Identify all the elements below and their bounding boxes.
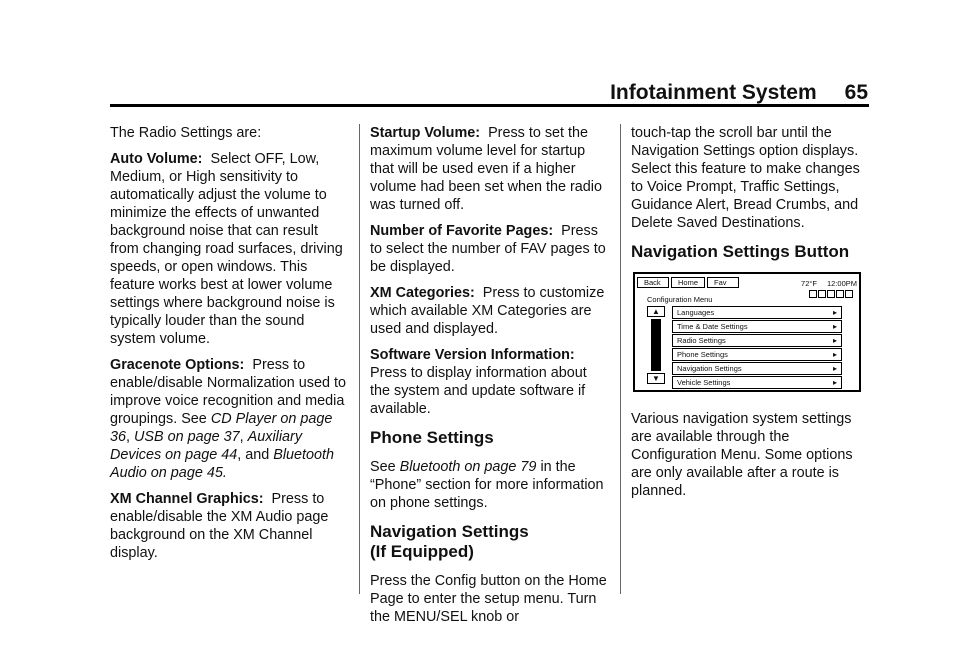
xm-graphics-term: XM Channel Graphics: [110, 491, 264, 507]
fav-button[interactable]: Fav [707, 277, 739, 288]
startup-volume-para [370, 124, 610, 214]
status-indicators [809, 290, 853, 298]
fav-pages-para [370, 222, 610, 276]
menu-item-label: Languages [677, 307, 715, 317]
menu-list [672, 306, 842, 390]
cross-ref-link[interactable]: CD Player on page 36 [110, 411, 333, 445]
cross-ref-link[interactable]: Bluetooth Audio on page 45 [110, 447, 335, 481]
chevron-right-icon: ▸ [832, 307, 837, 317]
software-version-para [370, 346, 610, 418]
xm-categories-desc: Press to customize which available XM Categories are used and displayed. [370, 285, 605, 337]
indicator-icon [836, 290, 844, 298]
navigation-continued-para: touch-tap the scroll bar until the Navigation Settings option displays. Select this feature to make changes to Voice Prompt, Traffic Settings, Guidance Alert, Bread Crumbs, and Delete Saved Destinations. [631, 125, 860, 231]
intro-text: The Radio Settings are: [110, 125, 262, 141]
startup-volume-desc: Press to set the maximum volume level for startup that will be used even if a higher volume had been set when the radio was turned off. [370, 125, 603, 213]
fav-pages-term: Number of Favorite Pages: [370, 223, 554, 239]
auto-volume-para [110, 150, 350, 348]
separator: , and [237, 447, 274, 463]
chevron-right-icon: ▸ [832, 363, 837, 373]
menu-item-label: Navigation Settings [677, 363, 742, 373]
back-button[interactable]: Back [637, 277, 669, 288]
column-2 [370, 124, 610, 634]
fav-pages-desc: Press to select the number of FAV pages to be displayed. [370, 223, 606, 275]
cross-ref-link[interactable]: USB on page 37 [134, 429, 240, 445]
scroll-bar[interactable] [647, 306, 665, 386]
auto-volume-term: Auto Volume: [110, 151, 203, 167]
indicator-icon [845, 290, 853, 298]
menu-title: Configuration Menu [647, 295, 713, 304]
heading-line-1: Navigation Settings [370, 522, 529, 541]
phone-settings-rest: in the “Phone” section for more information on phone settings. [370, 459, 604, 511]
software-version-desc: Press to display information about the system and update software if available. [370, 365, 587, 417]
navigation-button-heading: Navigation Settings Button [631, 242, 850, 261]
header-rule [110, 104, 869, 107]
chevron-right-icon: ▸ [832, 335, 837, 345]
chevron-right-icon: ▸ [832, 377, 837, 387]
heading-line-2: (If Equipped) [370, 542, 474, 561]
cross-ref-link[interactable]: Bluetooth on page 79 [399, 459, 537, 475]
navigation-settings-heading [370, 522, 610, 562]
indicator-icon [827, 290, 835, 298]
menu-item-label: Vehicle Settings [677, 377, 731, 387]
scroll-track[interactable] [651, 319, 661, 371]
phone-settings-para [370, 458, 610, 512]
column-divider [620, 124, 621, 594]
clock: 12:00PM [826, 279, 857, 288]
temperature: 72°F [801, 279, 817, 288]
scroll-up-icon[interactable]: ▲ [647, 306, 665, 317]
cross-ref-link[interactable]: Auxiliary Devices on page 44 [110, 429, 303, 463]
chevron-right-icon: ▸ [832, 349, 837, 359]
section-title: Infotainment System [610, 81, 817, 104]
xm-categories-term: XM Categories: [370, 285, 475, 301]
menu-item-label: Radio Settings [677, 335, 726, 345]
configuration-menu-screen [633, 272, 861, 392]
column-1 [110, 124, 350, 570]
home-button[interactable]: Home [671, 277, 705, 288]
gracenote-term: Gracenote Options: [110, 357, 245, 373]
software-version-term: Software Version Information: [370, 347, 575, 363]
see-text: See [370, 459, 396, 475]
startup-volume-term: Startup Volume: [370, 125, 481, 141]
separator: , [239, 429, 248, 445]
menu-item-label: Time & Date Settings [677, 321, 748, 331]
xm-graphics-desc: Press to enable/disable the XM Audio page background on the XM Channel display. [110, 491, 329, 561]
chevron-right-icon: ▸ [832, 321, 837, 331]
scroll-down-icon[interactable]: ▼ [647, 373, 665, 384]
xm-graphics-para [110, 490, 350, 562]
page-header [600, 80, 868, 106]
gracenote-desc: Press to enable/disable Normalization used to improve voice recognition and media groupings. See [110, 357, 346, 427]
indicator-icon [809, 290, 817, 298]
xm-categories-para [370, 284, 610, 338]
auto-volume-desc: Select OFF, Low, Medium, or High sensitivity to automatically adjust the volume to minimize the effects of unwanted background noise that can result from changing road surfaces, driving speeds, or open windows. This feature works best at lower volume settings where background noise is typically louder than the sound system volume. [110, 151, 343, 347]
column-3 [631, 124, 871, 508]
menu-item[interactable] [672, 376, 842, 389]
menu-item-label: Phone Settings [677, 349, 728, 359]
various-settings-para: Various navigation system settings are available through the Configuration Menu. Some options are only available after a route is planned. [631, 411, 853, 499]
column-divider [359, 124, 360, 594]
navigation-settings-para: Press the Config button on the Home Page to enter the setup menu. Turn the MENU/SEL knob or [370, 573, 607, 625]
separator: , [126, 429, 135, 445]
phone-settings-heading: Phone Settings [370, 428, 494, 447]
period: . [222, 465, 227, 481]
page-number: 65 [844, 81, 868, 104]
indicator-icon [818, 290, 826, 298]
gracenote-para [110, 356, 350, 482]
